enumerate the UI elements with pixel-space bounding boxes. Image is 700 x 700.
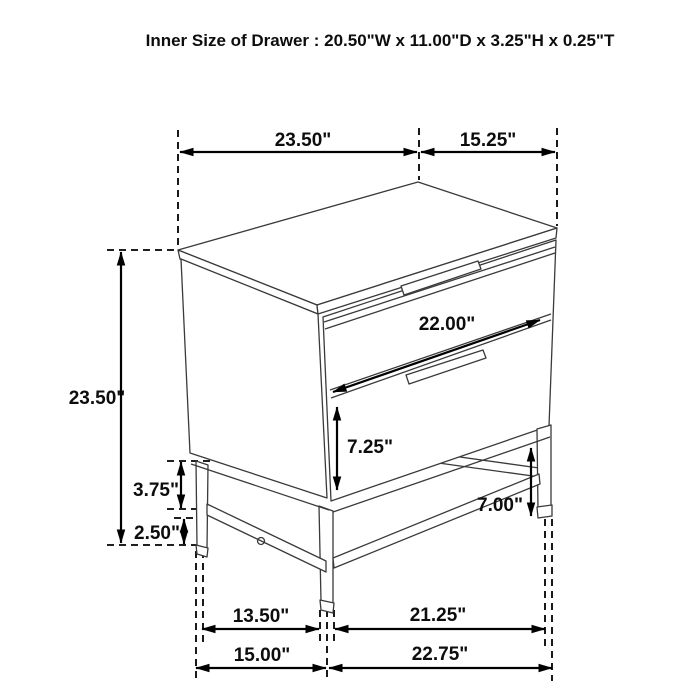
- leg-left: [196, 461, 208, 549]
- dim-label-base-side-inner: 21.25": [409, 605, 467, 626]
- dim-label-frame-lower: 2.50": [134, 523, 180, 544]
- dim-label-base-front-inner: 13.50": [232, 606, 290, 627]
- diagram-title: Inner Size of Drawer : 20.50"W x 11.00"D x 3.25"H x 0.25"T: [145, 31, 615, 50]
- leg-right-foot: [537, 505, 552, 518]
- dim-label-drawer-width: 22.00": [418, 314, 476, 335]
- dim-label-top-depth: 15.25": [459, 130, 517, 151]
- dim-label-drawer-height: 7.25": [347, 437, 393, 458]
- leg-front-foot: [320, 600, 334, 613]
- dim-label-base-side-outer: 22.75": [411, 644, 469, 665]
- leg-front: [319, 506, 333, 604]
- dim-label-base-front-outer: 15.00": [233, 645, 291, 666]
- dim-label-overall-height: 23.50": [68, 388, 126, 409]
- dim-label-top-width: 23.50": [274, 130, 332, 151]
- base-stretcher-left: [207, 504, 326, 572]
- dim-label-leg-height: 7.00": [477, 495, 523, 516]
- nightstand-drawing: [178, 182, 557, 613]
- dim-label-frame-upper: 3.75": [133, 480, 179, 501]
